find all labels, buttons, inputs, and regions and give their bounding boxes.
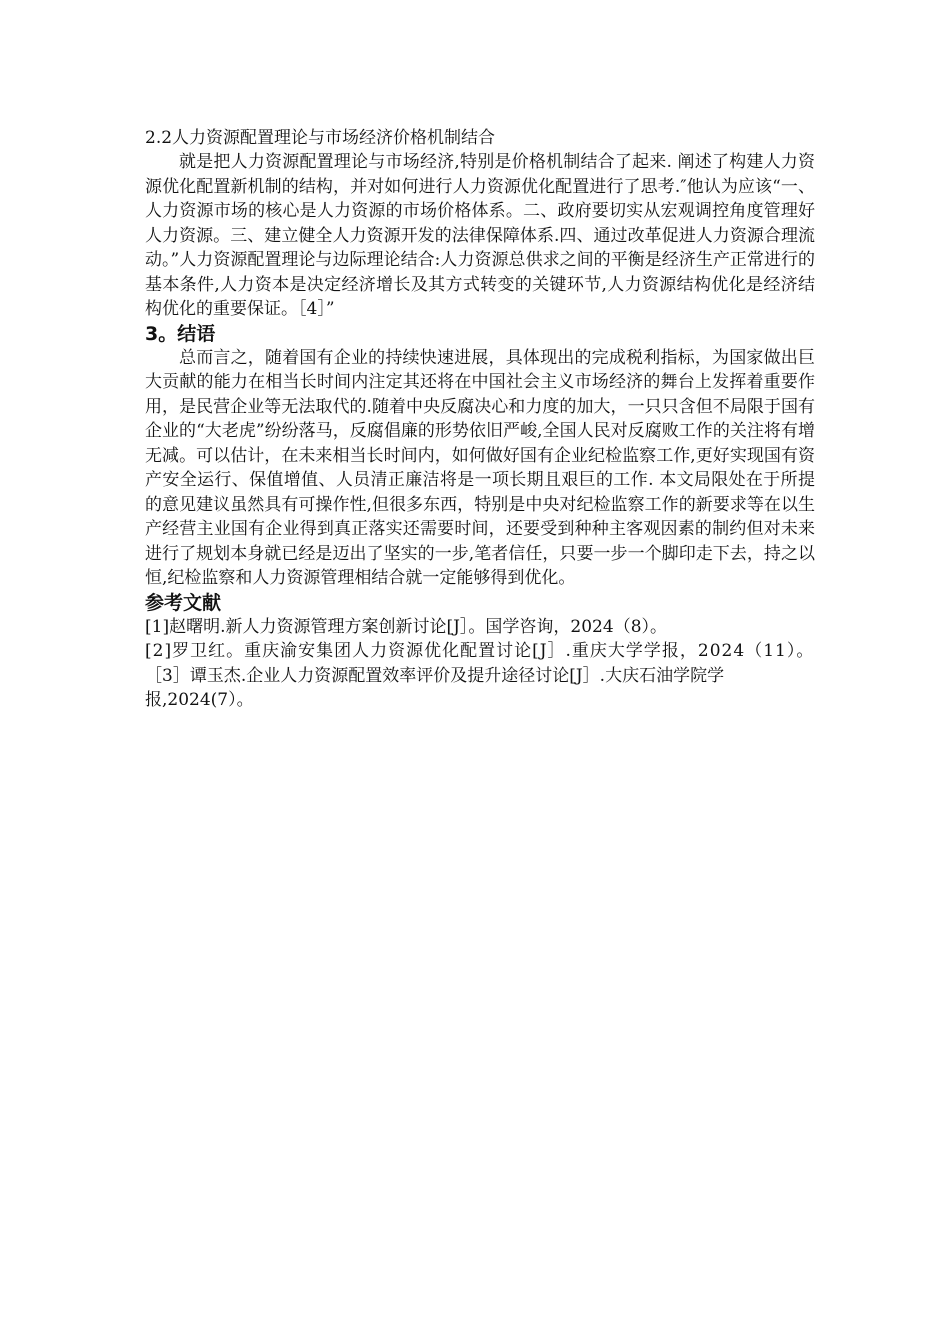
reference-item-2: [2]罗卫红。重庆渝安集团人力资源优化配置讨论[J］.重庆大学学报，2024（11）。 [145,641,815,661]
conclusion-paragraph: 总而言之，随着国有企业的持续快速进展，具体现出的完成税利指标，为国家做出巨大贡献的能力在相当长时间内注定其还将在中国社会主义市场经济的舞台上发挥着重要作用，是民营企业等无法取代的.随着中央反腐决心和力度的加大，一只只含但不局限于国有企业的“大老虎”纷纷落马，反腐倡廉的形势依旧严峻,全国人民对反腐败工作的关注将有增无减。可以估计，在未来相当长时间内，如何做好国有企业纪检监察工作,更好实现国有资产安全运行、保值增值、人员清正廉洁将是一项长期且艰巨的工作. 本文局限处在于所提的意见建议虽然具有可操作性,但很多东西，特别是中央对纪检监察工作的新要求等在以生产经营主业国有企业得到真正落实还需要时间，还要受到种种主客观因素的制约但对未来进行了规划本身就已经是迈出了坚实的一步,笔者信任，只要一步一个脚印走下去，持之以恒,纪检监察和人力资源管理相结合就一定能够得到优化。 [145,347,815,588]
references-heading: 参考文献 [145,591,222,614]
reference-item-3: ［3］谭玉杰.企业人力资源配置效率评价及提升途径讨论[J］.大庆石油学院学报,2024(7）。 [145,665,725,710]
document-page [145,126,815,713]
section-2-2-paragraph: 就是把人力资源配置理论与市场经济,特别是价格机制结合了起来. 阐述了构建人力资源优化配置新机制的结构，并对如何进行人力资源优化配置进行了思考.″他认为应该“一、人力资源市场的核心是人力资源的市场价格体系。二、政府要切实从宏观调控角度管理好人力资源。三、建立健全人力资源开发的法律保障体系.四、通过改革促进人力资源合理流动。”人力资源配置理论与边际理论结合:人力资源总供求之间的平衡是经济生产正常进行的基本条件,人力资本是决定经济增长及其方式转变的关键环节,人力资源结构优化是经济结构优化的重要保证。［4］” [145,152,815,319]
section-2-2-heading: 2.2人力资源配置理论与市场经济价格机制结合 [145,128,496,148]
reference-item-1: [1]赵曙明.新人力资源管理方案创新讨论[J］。国学咨询，2024（8）。 [145,616,668,637]
conclusion-heading: 3。结语 [145,322,216,345]
